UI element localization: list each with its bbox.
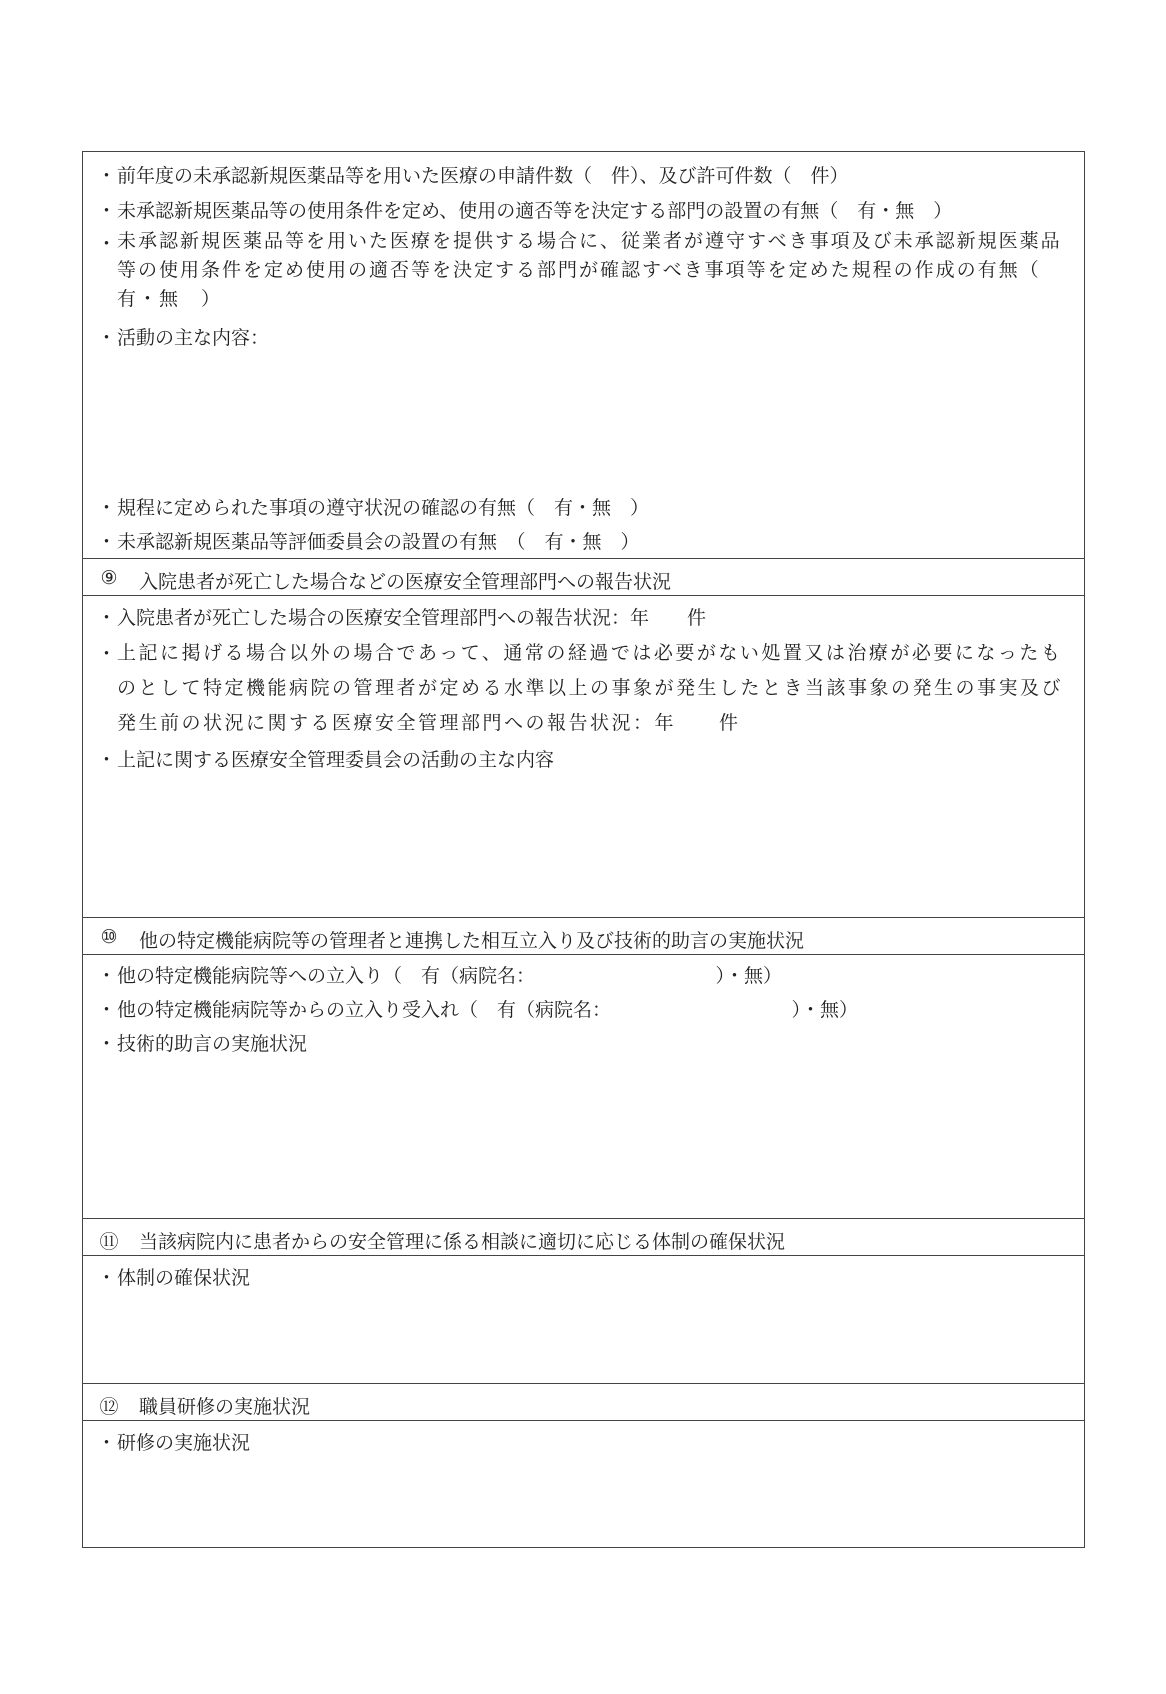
section-12-body <box>83 1421 1084 1547</box>
form-table <box>82 151 1085 1548</box>
section-number: ⑨ <box>100 567 118 589</box>
item-text: 他の特定機能病院等への立入り（ 有（病院名： ）・無） <box>117 965 783 987</box>
section-11-header <box>83 1218 1084 1256</box>
item-text: 入院患者が死亡した場合の医療安全管理部門への報告状況：年 件 <box>117 607 707 629</box>
section-title: 他の特定機能病院等の管理者と連携した相互立入り及び技術的助言の実施状況 <box>139 930 805 952</box>
item-text: 上記に掲げる場合以外の場合であって、通常の経過では必要がない処置又は治療が必要になったものとして特定機能病院の管理者が定める水準以上の事象が発生したとき当該事象の発生の事実及び発生前の状況に関する医療安全管理部門への報告状況：年 件 <box>117 642 1064 734</box>
section-9-body <box>83 596 1084 918</box>
item-text: 未承認新規医薬品等評価委員会の設置の有無 （ 有・無 ） <box>117 531 640 553</box>
item-text: 体制の確保状況 <box>117 1267 251 1289</box>
bullet: ・ <box>97 531 117 553</box>
section-8-body <box>83 152 1084 560</box>
bullet: ・ <box>97 1033 117 1055</box>
section-12-header <box>83 1383 1084 1421</box>
section-number: ⑪ <box>99 1231 119 1253</box>
item-text: 規程に定められた事項の遵守状況の確認の有無（ 有・無 ） <box>117 497 650 519</box>
item-text: 他の特定機能病院等からの立入り受入れ（ 有（病院名： ）・無） <box>117 999 859 1021</box>
bullet: ・ <box>97 200 117 222</box>
item-text: 技術的助言の実施状況 <box>117 1033 308 1055</box>
section-number: ⑩ <box>100 926 118 948</box>
section-title: 入院患者が死亡した場合などの医療安全管理部門への報告状況 <box>139 571 672 593</box>
section-title: 職員研修の実施状況 <box>139 1396 311 1418</box>
bullet: ・ <box>97 327 117 349</box>
item-text: 前年度の未承認新規医薬品等を用いた医療の申請件数（ 件）、及び許可件数（ 件） <box>117 165 849 187</box>
bullet: ・ <box>97 999 117 1021</box>
item-text: 上記に関する医療安全管理委員会の活動の主な内容 <box>117 749 555 771</box>
item-text: 活動の主な内容： <box>117 327 270 349</box>
section-11-body <box>83 1256 1084 1384</box>
section-9-header <box>83 558 1084 596</box>
bullet: ・ <box>97 643 117 665</box>
bullet: ・ <box>97 165 117 187</box>
bullet: ・ <box>97 233 117 255</box>
bullet: ・ <box>97 749 117 771</box>
bullet: ・ <box>97 1432 117 1454</box>
item-text: 未承認新規医薬品等の使用条件を定め、使用の適否等を決定する部門の設置の有無（ 有・無 ） <box>117 200 953 222</box>
bullet: ・ <box>97 965 117 987</box>
section-10-header <box>83 917 1084 955</box>
section-10-body <box>83 955 1084 1217</box>
bullet: ・ <box>97 607 117 629</box>
bullet: ・ <box>97 1267 117 1289</box>
bullet: ・ <box>97 497 117 519</box>
item-text: 研修の実施状況 <box>117 1432 251 1454</box>
section-number: ⑫ <box>99 1396 119 1418</box>
section-title: 当該病院内に患者からの安全管理に係る相談に適切に応じる体制の確保状況 <box>139 1231 786 1253</box>
item-text: 未承認新規医薬品等を用いた医療を提供する場合に、従業者が遵守すべき事項及び未承認新規医薬品等の使用条件を定め使用の適否等を決定する部門が確認すべき事項等を定めた規程の作成の有無（ 有・無 ） <box>117 230 1062 310</box>
